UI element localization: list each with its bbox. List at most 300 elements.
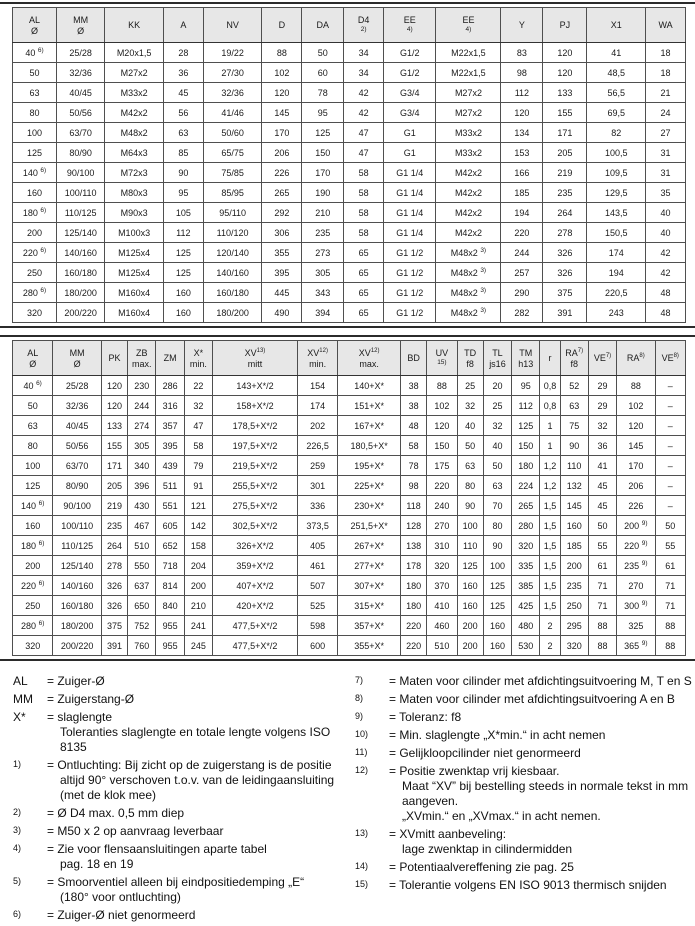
table-cell: 110/120 <box>203 223 262 243</box>
footnote-entry <box>13 908 355 923</box>
footnote-line: = Zuiger-Ø niet genormeerd <box>47 908 196 922</box>
table-cell: 325 <box>617 616 655 636</box>
table-cell: 34 <box>344 63 384 83</box>
table-cell: 375 <box>101 616 127 636</box>
table-cell: 600 <box>297 636 337 656</box>
footnote-marker: 9) <box>355 711 364 721</box>
table-cell: 71 <box>655 576 685 596</box>
table-cell: 292 <box>262 203 302 223</box>
table-cell: 153 <box>501 143 543 163</box>
table-cell: 24 <box>646 103 686 123</box>
table-cell: G1 1/2 <box>384 243 436 263</box>
table-cell: 171 <box>543 123 587 143</box>
table-cell: 158 <box>184 536 212 556</box>
table-row <box>13 223 686 243</box>
table-cell: 180 $^{6)}$ <box>13 536 53 556</box>
table-row <box>13 376 686 396</box>
table-cell: 2 <box>540 616 560 636</box>
footnote-line: = Positie zwenktap vrij kiesbaar. <box>389 764 560 778</box>
table-cell: 42 <box>344 103 384 123</box>
table-cell: 320 <box>13 636 53 656</box>
table-cell: 326 <box>101 596 127 616</box>
table-cell: 71 <box>588 596 616 616</box>
table-cell: 174 <box>587 243 646 263</box>
table-cell: 78 <box>302 83 344 103</box>
table-cell: M160x4 <box>105 303 164 323</box>
table-cell: 154 <box>297 376 337 396</box>
table-cell: 42 <box>646 263 686 283</box>
table-cell: 235 $^{9)}$ <box>617 556 655 576</box>
table-cell: 134 <box>501 123 543 143</box>
table-cell: 166 <box>501 163 543 183</box>
table-cell: 40/45 <box>53 416 102 436</box>
table-cell: 25/28 <box>53 376 102 396</box>
table-cell: 200/220 <box>53 636 102 656</box>
table-cell: 290 <box>501 283 543 303</box>
table-cell: 255,5+X*/2 <box>213 476 298 496</box>
table-cell: M48x2 $^{3)}$ <box>436 303 501 323</box>
footnote-line: Maat “XV” bij bestelling steeds in normale tekst in mm <box>402 779 689 793</box>
table-cell: 100/110 <box>53 516 102 536</box>
table-cell: 194 <box>501 203 543 223</box>
column-header: TM h13 <box>512 341 540 376</box>
table-cell: 71 <box>655 596 685 616</box>
table-cell: 405 <box>297 536 337 556</box>
table-cell: 25 <box>483 396 511 416</box>
table-cell: 145 <box>560 496 588 516</box>
table-cell: 205 <box>101 476 127 496</box>
column-header: BD <box>400 341 426 376</box>
column-header: UV 15) <box>427 341 457 376</box>
table-cell: 90 <box>163 163 203 183</box>
column-header: Y <box>501 8 543 43</box>
table-cell: 143,5 <box>587 203 646 223</box>
table-cell: 125/140 <box>53 556 102 576</box>
dimensions-table-2-band <box>0 335 695 661</box>
footnote-text <box>47 842 355 872</box>
table-cell: 158+X*/2 <box>213 396 298 416</box>
table-cell: 461 <box>297 556 337 576</box>
column-header: PK <box>101 341 127 376</box>
table-row <box>13 476 686 496</box>
table-cell: 480 <box>512 616 540 636</box>
table-cell: 27/30 <box>203 63 262 83</box>
table-cell: 80 <box>13 436 53 456</box>
table-cell: 78 <box>400 456 426 476</box>
footnote-text <box>47 806 355 821</box>
footnote-marker: 13) <box>355 828 369 838</box>
table-cell: 63/70 <box>57 123 105 143</box>
table-cell: 244 <box>128 396 156 416</box>
table-cell: 219,5+X*/2 <box>213 456 298 476</box>
table-cell: 267+X* <box>338 536 401 556</box>
table-cell: 85/95 <box>203 183 262 203</box>
table-cell: 167+X* <box>338 416 401 436</box>
table-cell: M48x2 $^{3)}$ <box>436 283 501 303</box>
table-cell: 36 <box>588 436 616 456</box>
table-cell: 58 <box>400 436 426 456</box>
table-cell: 140 $^{6)}$ <box>13 163 57 183</box>
table-cell: 477,5+X*/2 <box>213 636 298 656</box>
table-cell: 477,5+X*/2 <box>213 616 298 636</box>
table-cell: 19/22 <box>203 43 262 63</box>
table-cell: M27x2 <box>436 83 501 103</box>
table-cell: 241 <box>184 616 212 636</box>
table-cell: 32/36 <box>203 83 262 103</box>
table-cell: G1 1/4 <box>384 203 436 223</box>
table-cell: – <box>655 416 685 436</box>
table-cell: M33x2 <box>436 123 501 143</box>
table-cell: 551 <box>156 496 184 516</box>
table-cell: 150,5 <box>587 223 646 243</box>
table-cell: 170 <box>262 123 302 143</box>
footnote-entry <box>13 842 355 872</box>
table-cell: 61 <box>588 556 616 576</box>
table-cell: 250 <box>13 263 57 283</box>
table-cell: 42 <box>344 83 384 103</box>
footnote-marker: 11) <box>355 747 368 757</box>
table-cell: 320 <box>560 636 588 656</box>
table-cell: 280 <box>512 516 540 536</box>
table-cell: 510 <box>128 536 156 556</box>
table-cell: 112 <box>512 396 540 416</box>
table-cell: 955 <box>156 636 184 656</box>
table-cell: 88 <box>262 43 302 63</box>
footnote-text <box>389 827 693 857</box>
table-cell: 264 <box>543 203 587 223</box>
table-cell: 91 <box>184 476 212 496</box>
column-header: XV$^{12)}$ max. <box>338 341 401 376</box>
table-cell: 307+X* <box>338 576 401 596</box>
footnote-line: (180° voor ontluchting) <box>60 890 181 904</box>
table-cell: 65 <box>344 243 384 263</box>
header-row <box>13 8 686 43</box>
table-cell: 63 <box>163 123 203 143</box>
table-cell: 125 <box>457 556 483 576</box>
table-cell: 300 $^{9)}$ <box>617 596 655 616</box>
table-cell: 48 <box>400 416 426 436</box>
column-header: r <box>540 341 560 376</box>
table-cell: 395 <box>156 436 184 456</box>
table-cell: 133 <box>543 83 587 103</box>
table-cell: 45 <box>163 83 203 103</box>
table-cell: 90/100 <box>57 163 105 183</box>
column-header: PJ <box>543 8 587 43</box>
table-cell: 20 <box>483 376 511 396</box>
table-cell: 40/45 <box>57 83 105 103</box>
table-cell: 125 <box>302 123 344 143</box>
table-cell: 50 <box>13 396 53 416</box>
table-cell: 1,2 <box>540 456 560 476</box>
footnote-entry <box>13 758 355 803</box>
table-cell: 178,5+X*/2 <box>213 416 298 436</box>
table-cell: 109,5 <box>587 163 646 183</box>
table-cell: 65 <box>344 283 384 303</box>
table-cell: 180/200 <box>53 616 102 636</box>
table-cell: 110/125 <box>53 536 102 556</box>
footnote-text <box>389 764 693 824</box>
table-cell: M48x2 $^{3)}$ <box>436 263 501 283</box>
table-cell: 355 <box>262 243 302 263</box>
column-header: X1 <box>587 8 646 43</box>
column-header: WA <box>646 8 686 43</box>
footnote-entry <box>13 806 355 821</box>
table-cell: 220 $^{9)}$ <box>617 536 655 556</box>
table-cell: 155 <box>101 436 127 456</box>
table-cell: 120 <box>427 416 457 436</box>
footnote-text <box>389 878 693 893</box>
table-cell: 85 <box>163 143 203 163</box>
table-cell: 0,8 <box>540 376 560 396</box>
table-cell: 155 <box>543 103 587 123</box>
footnote-line: = XVmitt aanbeveling: <box>389 827 507 841</box>
table-cell: 29 <box>588 396 616 416</box>
table-cell: 357 <box>156 416 184 436</box>
table-cell: 605 <box>156 516 184 536</box>
table-cell: 128 <box>400 516 426 536</box>
table-cell: 47 <box>344 123 384 143</box>
table-cell: 31 <box>646 163 686 183</box>
column-header: D4 2) <box>344 8 384 43</box>
table-cell: 142 <box>184 516 212 536</box>
table-cell: 40 $^{6)}$ <box>13 376 53 396</box>
table-cell: 1,5 <box>540 516 560 536</box>
table-cell: G1 1/2 <box>384 283 436 303</box>
table-row <box>13 516 686 536</box>
table-cell: M100x3 <box>105 223 164 243</box>
table-row <box>13 203 686 223</box>
table-cell: 250 <box>560 596 588 616</box>
table-cell: G1/2 <box>384 43 436 63</box>
footnote-entry <box>13 824 355 839</box>
footnote-text <box>389 692 693 707</box>
table-cell: 306 <box>262 223 302 243</box>
table-cell: 80 <box>13 103 57 123</box>
table-cell: 511 <box>156 476 184 496</box>
table-cell: 265 <box>262 183 302 203</box>
table-cell: G1 1/2 <box>384 303 436 323</box>
footnote-marker: 2) <box>13 807 22 817</box>
table-cell: 265 <box>512 496 540 516</box>
table-cell: 56 <box>163 103 203 123</box>
table-cell: 110/125 <box>57 203 105 223</box>
table-row <box>13 143 686 163</box>
table-cell: 58 <box>344 203 384 223</box>
table-cell: 359+X*/2 <box>213 556 298 576</box>
table-cell: 65/75 <box>203 143 262 163</box>
table-cell: 445 <box>262 283 302 303</box>
column-header: ZB max. <box>128 341 156 376</box>
footnote-line: = Smoorventiel alleen bij eindpositiedemping „E“ <box>47 875 305 889</box>
table-row <box>13 576 686 596</box>
table-cell: 69,5 <box>587 103 646 123</box>
table-cell: 80/90 <box>53 476 102 496</box>
footnote-entry <box>355 692 693 707</box>
table-cell: 194 <box>587 263 646 283</box>
table-cell: 140+X* <box>338 376 401 396</box>
table-cell: 180 <box>512 456 540 476</box>
table-cell: M22x1,5 <box>436 63 501 83</box>
table-cell: 110 <box>457 536 483 556</box>
table-row <box>13 63 686 83</box>
table-cell: 277+X* <box>338 556 401 576</box>
table-cell: 220,5 <box>587 283 646 303</box>
table-cell: 58 <box>184 436 212 456</box>
table-cell: 206 <box>617 476 655 496</box>
table-cell: 125/140 <box>57 223 105 243</box>
table-cell: 530 <box>512 636 540 656</box>
table-cell: 302,5+X*/2 <box>213 516 298 536</box>
table-cell: G1 1/4 <box>384 223 436 243</box>
footnote-text <box>47 710 355 755</box>
table-cell: 391 <box>101 636 127 656</box>
table-cell: 510 <box>427 636 457 656</box>
table-cell: 637 <box>128 576 156 596</box>
table-cell: 38 <box>400 396 426 416</box>
table-cell: 0,8 <box>540 396 560 416</box>
table-cell: 396 <box>128 476 156 496</box>
table-cell: 270 <box>617 576 655 596</box>
dimensions-table-1 <box>12 7 686 323</box>
table-cell: M125x4 <box>105 243 164 263</box>
table-cell: 38 <box>400 376 426 396</box>
footnote-text <box>389 728 693 743</box>
table-cell: G3/4 <box>384 83 436 103</box>
table-cell: 219 <box>101 496 127 516</box>
table-cell: 652 <box>156 536 184 556</box>
table-cell: 125 <box>483 576 511 596</box>
table-cell: 752 <box>128 616 156 636</box>
table-cell: 244 <box>501 243 543 263</box>
table-cell: 120 <box>101 396 127 416</box>
table-cell: 278 <box>101 556 127 576</box>
footnote-entry <box>355 878 693 893</box>
table-cell: 391 <box>543 303 587 323</box>
table-cell: 50 <box>588 516 616 536</box>
dimensions-table-2 <box>12 340 686 656</box>
table-cell: 326 <box>543 263 587 283</box>
column-header: XV$^{12)}$ min. <box>297 341 337 376</box>
table-cell: 320 <box>13 303 57 323</box>
table-cell: 47 <box>184 416 212 436</box>
table-cell: 65 <box>344 263 384 283</box>
table-cell: 120 <box>101 376 127 396</box>
table-cell: 100 <box>13 456 53 476</box>
table-cell: 40 <box>646 223 686 243</box>
table-cell: 35 <box>646 183 686 203</box>
table-cell: 160 <box>457 596 483 616</box>
table-cell: 1,5 <box>540 556 560 576</box>
table-cell: 63 <box>483 476 511 496</box>
table-cell: 507 <box>297 576 337 596</box>
table-row <box>13 616 686 636</box>
table-cell: – <box>655 496 685 516</box>
footnote-marker: 15) <box>355 879 369 889</box>
table-cell: 245 <box>184 636 212 656</box>
table-cell: 1,5 <box>540 576 560 596</box>
table-cell: 50 <box>302 43 344 63</box>
table-cell: 1,2 <box>540 476 560 496</box>
table-cell: 50 <box>457 436 483 456</box>
table-cell: 235 <box>302 223 344 243</box>
table-cell: 50/56 <box>57 103 105 123</box>
table-cell: 40 <box>483 436 511 456</box>
table-cell: 170 <box>302 163 344 183</box>
table-cell: M42x2 <box>436 183 501 203</box>
column-header: TL js16 <box>483 341 511 376</box>
table-cell: 257 <box>501 263 543 283</box>
table-cell: 760 <box>128 636 156 656</box>
table-cell: 50 <box>13 63 57 83</box>
footnote-entry <box>355 728 693 743</box>
footnote-text <box>47 692 355 707</box>
table-cell: 598 <box>297 616 337 636</box>
footnote-line: = M50 x 2 op aanvraag leverbaar <box>47 824 224 838</box>
table-cell: 282 <box>501 303 543 323</box>
column-header: D <box>262 8 302 43</box>
table-cell: 125 <box>512 416 540 436</box>
table-cell: 88 <box>655 636 685 656</box>
table-cell: M33x2 <box>436 143 501 163</box>
table-cell: 160 <box>13 183 57 203</box>
footnote-marker: 14) <box>355 861 369 871</box>
table-cell: 112 <box>163 223 203 243</box>
table-row <box>13 123 686 143</box>
table-cell: 41 <box>588 456 616 476</box>
table-cell: 355+X* <box>338 636 401 656</box>
column-header: RA$^{8)}$ <box>617 341 655 376</box>
footnote-marker: 7) <box>355 675 364 685</box>
table-cell: 174 <box>297 396 337 416</box>
table-cell: 40 <box>457 416 483 436</box>
table-cell: M42x2 <box>436 163 501 183</box>
footnote-marker: AL <box>13 674 28 688</box>
column-header: RA$^{7)}$ f8 <box>560 341 588 376</box>
table-row <box>13 83 686 103</box>
table-cell: – <box>655 476 685 496</box>
table-cell: 48 <box>646 283 686 303</box>
table-cell: 21 <box>646 83 686 103</box>
table-cell: 45 <box>588 496 616 516</box>
footnote-marker: 1) <box>13 759 22 769</box>
table-row <box>13 396 686 416</box>
table-cell: 110 <box>560 456 588 476</box>
footnote-line: aangeven. <box>402 794 459 808</box>
table-cell: M27x2 <box>105 63 164 83</box>
table-cell: 75/85 <box>203 163 262 183</box>
footnote-line: = Maten voor cilinder met afdichtingsuitvoering M, T en S <box>389 674 692 688</box>
table-cell: 32/36 <box>57 63 105 83</box>
table-row <box>13 496 686 516</box>
table-cell: 195+X* <box>338 456 401 476</box>
table-cell: M22x1,5 <box>436 43 501 63</box>
table-cell: 274 <box>128 416 156 436</box>
column-header: EE 4) <box>384 8 436 43</box>
footnote-line: = Toleranz: f8 <box>389 710 462 724</box>
table-cell: 118 <box>400 496 426 516</box>
footnote-entry <box>13 674 355 689</box>
footnote-text <box>47 674 355 689</box>
table-cell: – <box>655 456 685 476</box>
table-row <box>13 43 686 63</box>
table-cell: 58 <box>344 223 384 243</box>
table-cell: 160/180 <box>203 283 262 303</box>
table-cell: 180 $^{6)}$ <box>13 203 57 223</box>
table-cell: M42x2 <box>105 103 164 123</box>
table-cell: 100/110 <box>57 183 105 203</box>
table-row <box>13 556 686 576</box>
table-cell: 100 <box>483 556 511 576</box>
